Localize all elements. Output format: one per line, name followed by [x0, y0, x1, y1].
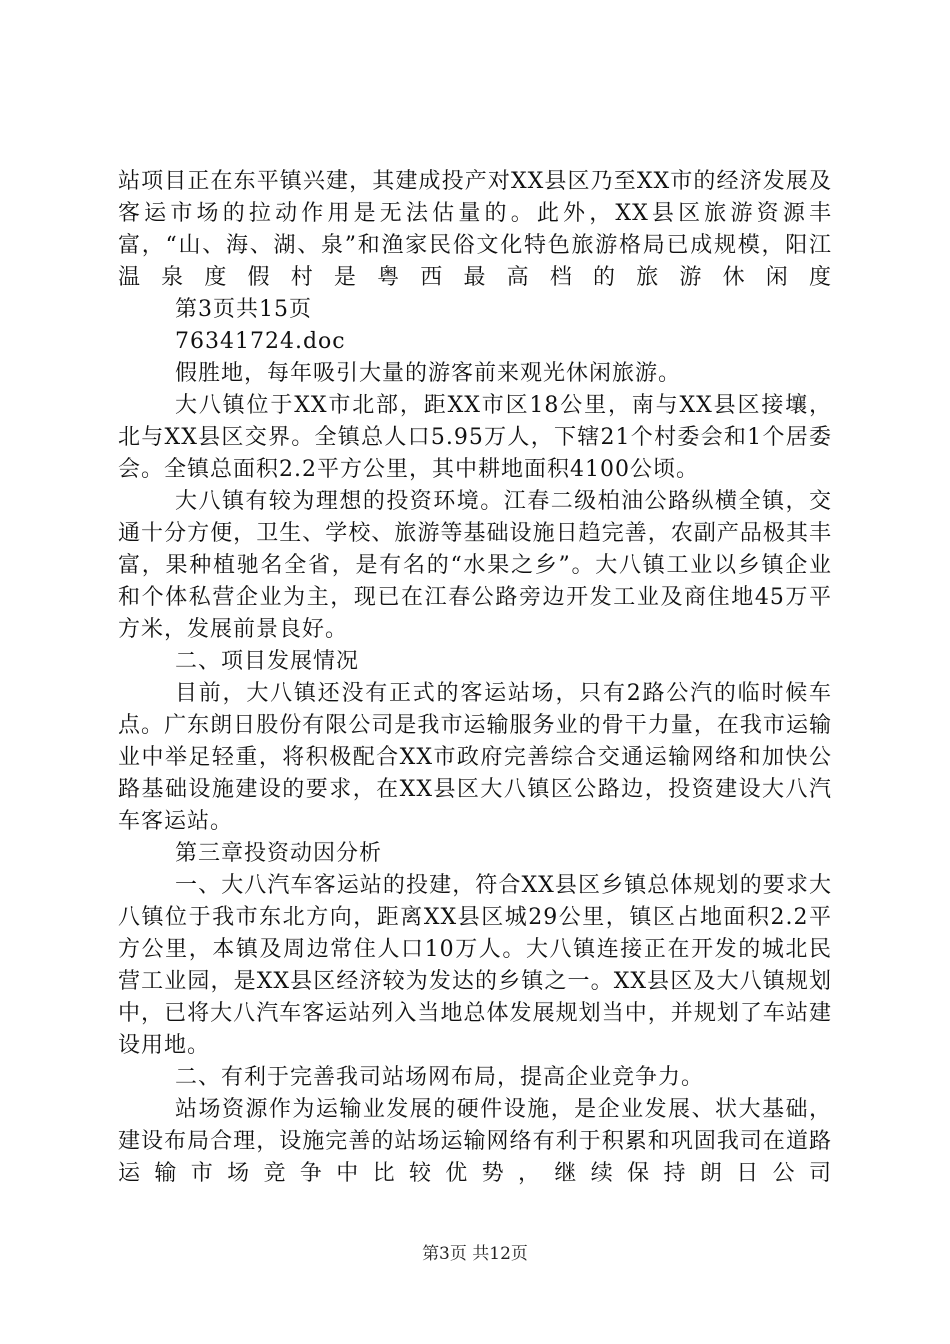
embedded-page-number: 第3页共15页 — [175, 297, 312, 322]
document-body — [118, 166, 832, 1190]
paragraph-station-resources: 站场资源作为运输业发展的硬件设施，是企业发展、状大基础，建设布局合理，设施完善的站场运输网络有利于积累和巩固我司在道路运输市场竞争中比较优势，继续保持朗日公司 — [118, 1097, 832, 1186]
paragraph-town-overview: 大八镇位于XX市北部，距XX市区18公里，南与XX县区接壤，北与XX县区交界。全镇总人口5.95万人，下辖21个村委会和1个居委会。全镇总面积2.2平方公里，其中耕地面积4100公顷。 — [118, 393, 832, 482]
page-footer: 第3页 共12页 — [422, 1244, 528, 1264]
paragraph-tourism: 假胜地，每年吸引大量的游客前来观光休闲旅游。 — [175, 361, 682, 386]
paragraph-project-status: 目前，大八镇还没有正式的客运站场，只有2路公汽的临时候车点。广东朗日股份有限公司是我市运输服务业的骨干力量，在我市运输业中举足轻重，将积极配合XX市政府完善综合交通运输网络和加快公路基础设施建设的要求，在XX县区大八镇区公路边，投资建设大八汽车客运站。 — [118, 681, 832, 834]
paragraph-continuation: 站项目正在东平镇兴建，其建成投产对XX县区乃至XX市的经济发展及客运市场的拉动作用是无法估量的。此外，XX县区旅游资源丰富，“山、海、湖、泉”和渔家民俗文化特色旅游格局已成规模，阳江温泉度假村是粤西最高档的旅游休闲度 — [118, 169, 832, 290]
heading-project-development: 二、项目发展情况 — [175, 649, 360, 674]
paragraph-planning-compliance: 一、大八汽车客运站的投建，符合XX县区乡镇总体规划的要求大八镇位于我市东北方向，距离XX县区城29公里，镇区占地面积2.2平方公里，本镇及周边常住人口10万人。大八镇连接正在开发的城北民营工业园，是XX县区经济较为发达的乡镇之一。XX县区及大八镇规划中，已将大八汽车客运站列入当地总体发展规划当中，并规划了车站建设用地。 — [118, 873, 832, 1058]
paragraph-investment-environment: 大八镇有较为理想的投资环境。江春二级柏油公路纵横全镇，交通十分方便，卫生、学校、旅游等基础设施日趋完善，农副产品极其丰富，果种植驰名全省，是有名的“水果之乡”。大八镇工业以乡镇企业和个体私营企业为主，现已在江春公路旁边开发工业及商住地45万平方米，发展前景良好。 — [118, 489, 832, 642]
embedded-filename: 76341724.doc — [175, 329, 346, 354]
heading-chapter-three: 第三章投资动因分析 — [175, 841, 383, 866]
heading-network-layout: 二、有利于完善我司站场网布局，提高企业竞争力。 — [175, 1065, 705, 1090]
